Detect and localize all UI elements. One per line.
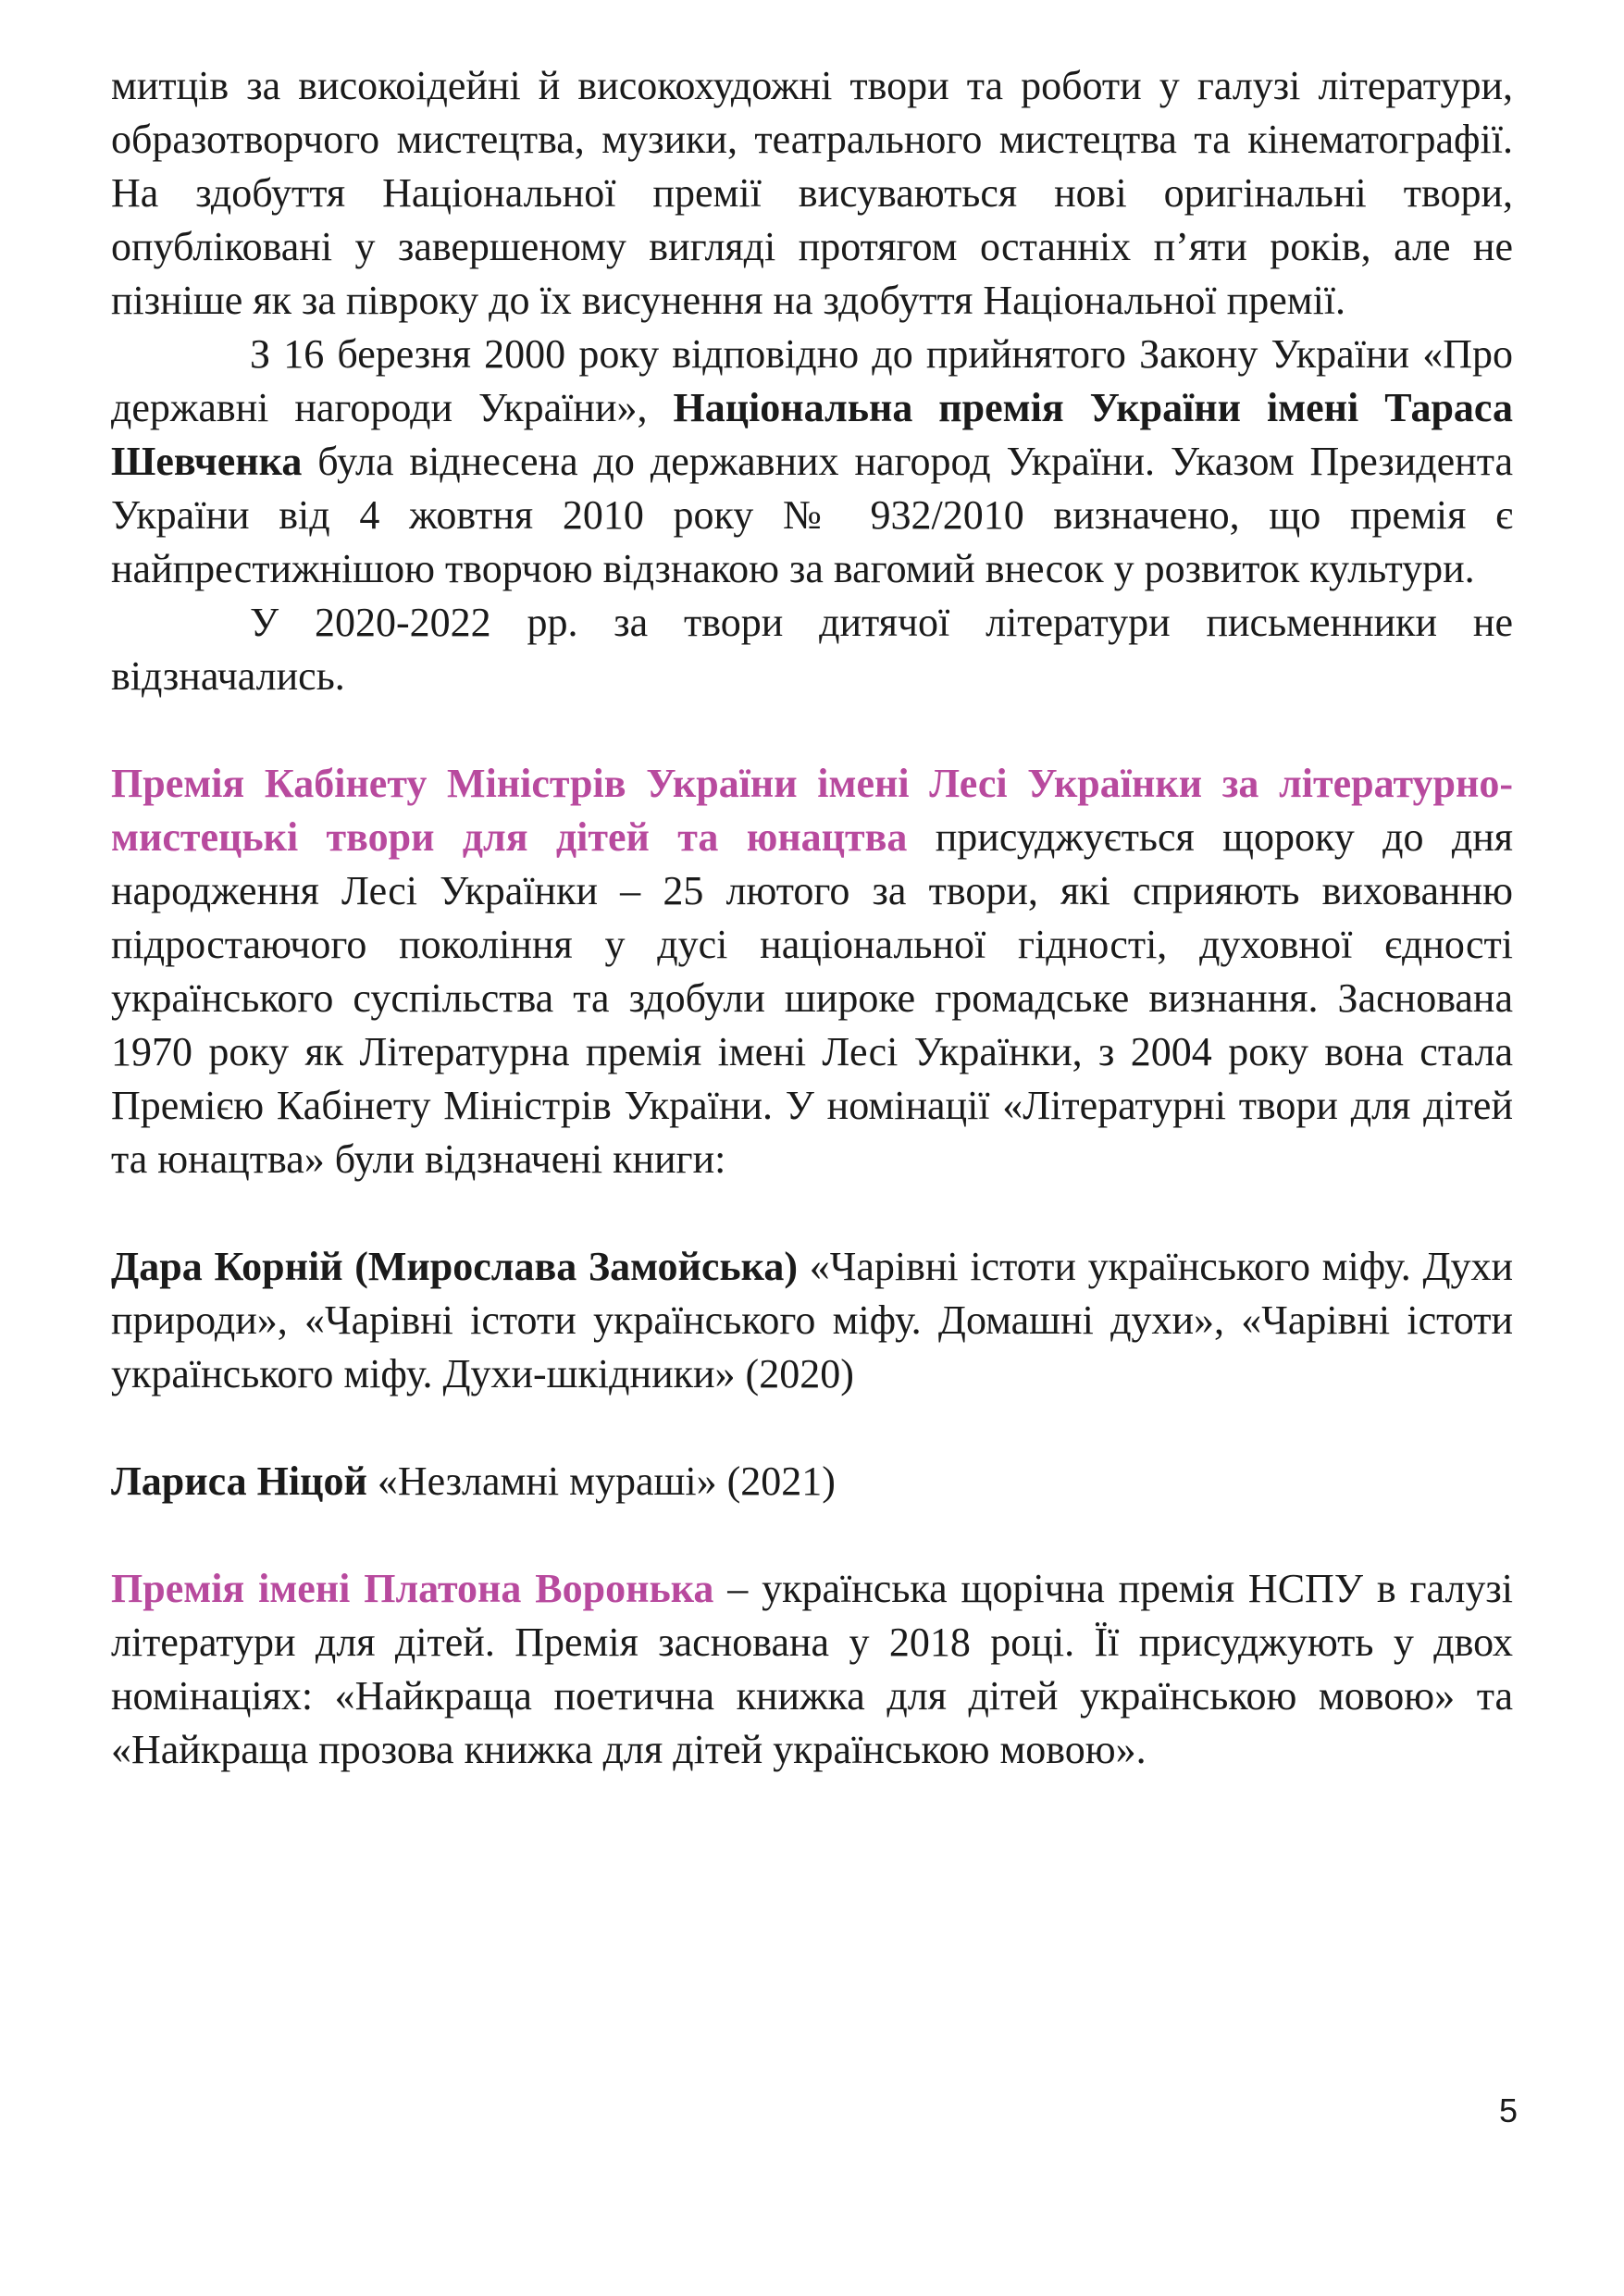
paragraph-no-awards-note [111, 596, 1513, 703]
winner-author: Дара Корній (Мирослава Замойська) [111, 1244, 799, 1289]
page-number: 5 [1499, 2091, 1519, 2129]
paragraph-national-prize-intro [111, 59, 1513, 328]
paragraph-text-before: З 16 березня 2000 року відповідно до прийнятого Закону України «Про державні нагороди України», [111, 331, 1513, 430]
document-page [111, 59, 1513, 1777]
paragraph-lesya-ukrainka-prize [111, 757, 1513, 1186]
paragraph-shevchenko-prize [111, 328, 1513, 596]
shevchenko-prize-name: Національна премія України імені Тараса Шевченка [111, 385, 1513, 484]
winner-works: «Чарівні істоти українського міфу. Духи природи», «Чарівні істоти українського міфу. Домашні духи», «Чарівні істоти українського міфу. Духи-шкідники» (2020) [111, 1244, 1514, 1396]
paragraph-text: митців за високоідейні й високохудожні твори та роботи у галузі літератури, образотворчого мистецтва, музики, театрального мистецтва та кінематографії. На здобуття Національної премії висуваються нові оригінальні твори, опубліковані у завершеному вигляді протягом останніх п’яти років, але не пізніше як за півроку до їх висунення на здобуття Національної премії. [111, 63, 1513, 323]
lesya-ukrainka-prize-name: Премія Кабінету Міністрів України імені Лесі Українки за літературно-мистецькі твори для дітей та юнацтва [111, 761, 1513, 860]
winner-author: Лариса Ніцой [111, 1458, 367, 1504]
voronko-prize-name: Премія імені Платона Воронька [111, 1566, 714, 1611]
winner-entry [111, 1455, 1513, 1508]
paragraph-text-after: була віднесена до державних нагород України. Указом Президента України від 4 жовтня 2010 року № 932/2010 визначено, що премія є найпрестижнішою творчою відзнакою за вагомий внесок у розвиток культури. [111, 439, 1513, 591]
paragraph-text: присуджується щороку до дня народження Лесі Українки – 25 лютого за твори, які сприяють вихованню підростаючого покоління у дусі національної гідності, духовної єдності українського суспільства та здобули широке громадське визнання. Заснована 1970 року як Літературна премія імені Лесі Українки, з 2004 року вона стала Премією Кабінету Міністрів України. У номінації «Літературні твори для дітей та юнацтва» були відзначені книги: [111, 814, 1513, 1182]
paragraph-text: У 2020-2022 рр. за твори дитячої літератури письменники не відзначались. [111, 600, 1513, 699]
winner-entry [111, 1240, 1513, 1401]
winner-works: «Незламні мураші» (2021) [366, 1458, 836, 1504]
paragraph-text: – українська щорічна премія НСПУ в галузі літератури для дітей. Премія заснована у 2018 році. Її присуджують у двох номінаціях: «Найкраща поетична книжка для дітей українською мовою» та «Найкраща прозова книжка для дітей українською мовою». [111, 1566, 1514, 1772]
paragraph-voronko-prize [111, 1562, 1513, 1777]
